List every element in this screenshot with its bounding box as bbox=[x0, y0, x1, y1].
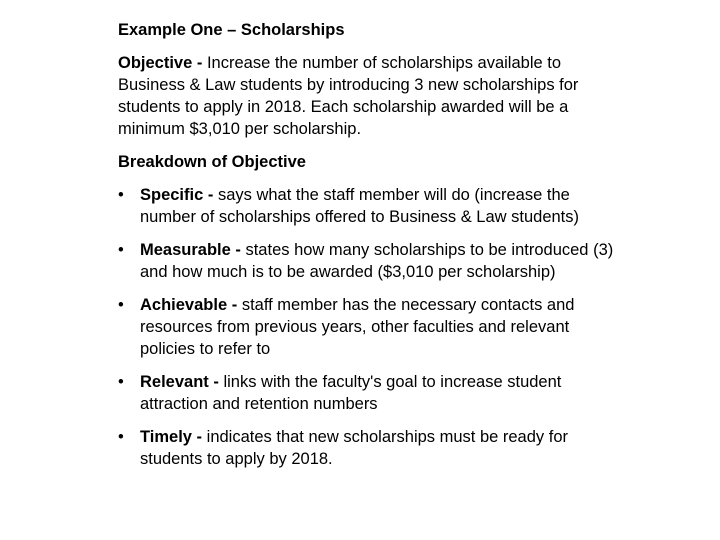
point-label: Specific - bbox=[140, 186, 214, 204]
point-text: says what the staff member will do (increase the number of scholarships offered to Business & Law students) bbox=[140, 186, 580, 226]
bullet-icon: • bbox=[118, 186, 124, 204]
list-item-specific bbox=[118, 184, 618, 228]
breakdown-list bbox=[118, 184, 618, 470]
point-label: Achievable - bbox=[140, 296, 238, 314]
point-text: links with the faculty's goal to increase student attraction and retention numbers bbox=[140, 373, 562, 413]
objective-paragraph bbox=[118, 52, 618, 140]
point-label: Measurable - bbox=[140, 241, 241, 259]
point-label: Timely - bbox=[140, 428, 203, 446]
point-text: states how many scholarships to be introduced (3) and how much is to be awarded ($3,010 per scholarship) bbox=[140, 241, 614, 281]
point-text: staff member has the necessary contacts and resources from previous years, other faculties and relevant policies to refer to bbox=[140, 296, 575, 358]
bullet-icon: • bbox=[118, 373, 124, 391]
objective-text: Increase the number of scholarships available to Business & Law students by introducing 3 new scholarships for students to apply in 2018. Each scholarship awarded will be a minimum $3,010 per scholarship. bbox=[118, 54, 579, 138]
bullet-icon: • bbox=[118, 241, 124, 259]
objective-label: Objective - bbox=[118, 54, 203, 72]
document-body bbox=[118, 19, 618, 481]
bullet-icon: • bbox=[118, 428, 124, 446]
list-item-relevant bbox=[118, 371, 618, 415]
point-text: indicates that new scholarships must be ready for students to apply by 2018. bbox=[140, 428, 569, 468]
bullet-icon: • bbox=[118, 296, 124, 314]
point-label: Relevant - bbox=[140, 373, 219, 391]
page-title: Example One – Scholarships bbox=[118, 21, 345, 39]
list-item-timely bbox=[118, 426, 618, 470]
list-item-achievable bbox=[118, 294, 618, 360]
breakdown-heading: Breakdown of Objective bbox=[118, 153, 306, 171]
list-item-measurable bbox=[118, 239, 618, 283]
